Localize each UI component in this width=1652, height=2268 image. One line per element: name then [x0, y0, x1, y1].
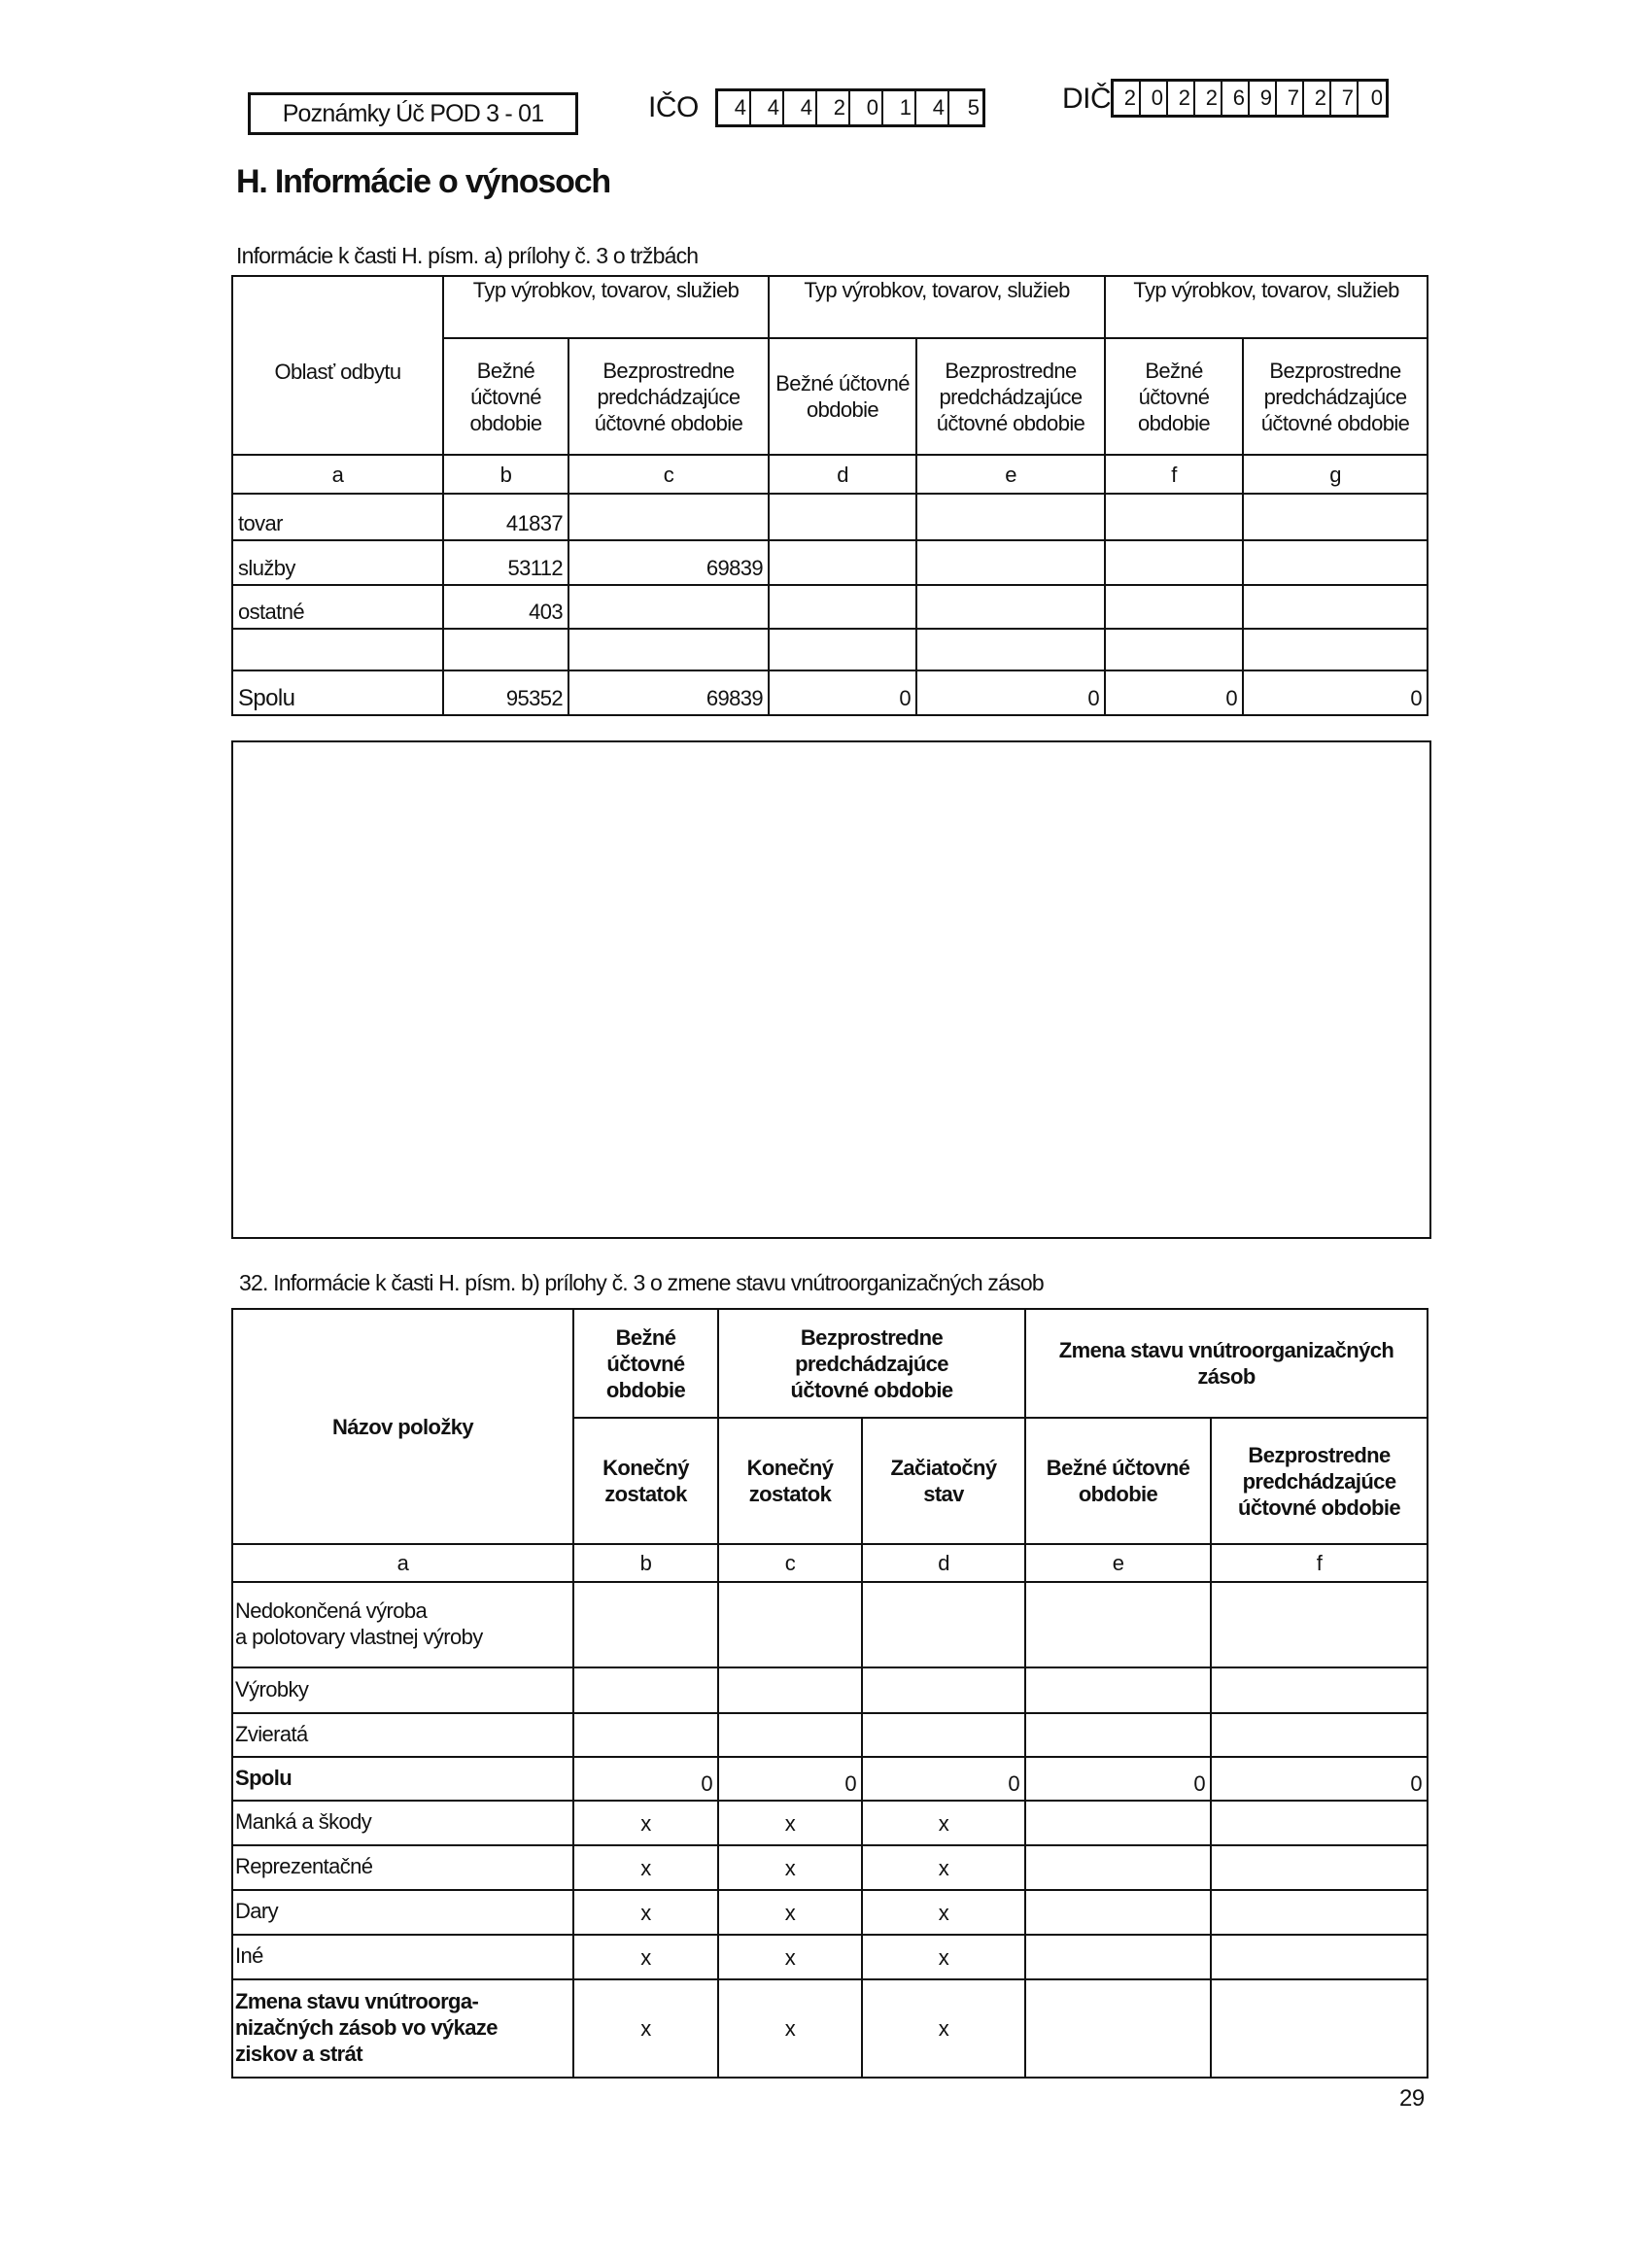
column-letter: f — [1211, 1544, 1428, 1582]
column-letter: c — [568, 455, 769, 494]
value-cell — [718, 1667, 862, 1713]
group-header: Bezprostredne predchádzajúce účtovné obdobie — [718, 1309, 1025, 1418]
value-cell — [769, 540, 916, 585]
row-label: Zvieratá — [232, 1713, 573, 1757]
value-cell: x — [718, 1845, 862, 1890]
value-cell — [862, 1582, 1025, 1667]
value-cell — [769, 494, 916, 540]
column-letter: d — [769, 455, 916, 494]
value-cell — [568, 494, 769, 540]
row-label — [232, 629, 443, 670]
ico-digit: 4 — [751, 91, 784, 124]
period-header: Bezprostredne predchádzajúce účtovné obdobie — [568, 338, 769, 455]
page-number: 29 — [1399, 2085, 1425, 2112]
dic-label: DIČ — [1062, 83, 1112, 115]
area-header: Oblasť odbytu — [232, 276, 443, 455]
table1-caption: Informácie k časti H. písm. a) prílohy č. 3 o tržbách — [236, 243, 699, 268]
value-cell — [1025, 1979, 1211, 2078]
value-cell — [916, 585, 1105, 629]
value-cell — [1243, 629, 1428, 670]
column-letter: d — [862, 1544, 1025, 1582]
period-header: Bezprostredne predchádzajúce účtovné obdobie — [916, 338, 1105, 455]
ico-label: IČO — [648, 91, 699, 123]
row-label: služby — [232, 540, 443, 585]
dic-digit: 2 — [1114, 82, 1141, 115]
dic-digit-boxes — [1111, 79, 1389, 118]
value-cell — [1025, 1935, 1211, 1979]
column-letter: b — [573, 1544, 718, 1582]
value-cell — [1243, 585, 1428, 629]
value-cell — [1025, 1801, 1211, 1845]
value-cell — [718, 1582, 862, 1667]
table-row — [232, 1667, 1428, 1713]
dic-digit: 7 — [1331, 82, 1359, 115]
column-letter: a — [232, 455, 443, 494]
value-cell — [718, 1713, 862, 1757]
dic-digit: 7 — [1277, 82, 1304, 115]
value-cell: x — [573, 1979, 718, 2078]
ico-digit: 4 — [784, 91, 817, 124]
form-code-label: Poznámky Úč POD 3 - 01 — [248, 92, 578, 135]
notes-blank-area — [231, 740, 1431, 1239]
value-cell: x — [573, 1845, 718, 1890]
value-cell: 403 — [443, 585, 568, 629]
value-cell — [1105, 494, 1243, 540]
value-cell — [573, 1713, 718, 1757]
row-label: Výrobky — [232, 1667, 573, 1713]
value-cell: x — [718, 1890, 862, 1935]
ico-digit: 4 — [718, 91, 751, 124]
value-cell — [1243, 540, 1428, 585]
value-cell — [1105, 585, 1243, 629]
ico-digit: 2 — [817, 91, 850, 124]
value-cell: 41837 — [443, 494, 568, 540]
period-header: Bežné účtovné obdobie — [443, 338, 568, 455]
value-cell: x — [862, 1845, 1025, 1890]
value-cell: 0 — [1243, 670, 1428, 715]
value-cell: 69839 — [568, 540, 769, 585]
value-cell — [769, 629, 916, 670]
table2-caption: 32. Informácie k časti H. písm. b) prílohy č. 3 o zmene stavu vnútroorganizačných zásob — [239, 1270, 1044, 1295]
dic-digit: 9 — [1250, 82, 1277, 115]
table-row — [232, 1757, 1428, 1801]
value-cell — [1211, 1713, 1428, 1757]
value-cell — [1243, 494, 1428, 540]
group-header: Bežné účtovné obdobie — [573, 1309, 718, 1418]
group-header: Zmena stavu vnútroorganizačných zásob — [1025, 1309, 1428, 1418]
dic-digit: 2 — [1168, 82, 1195, 115]
dic-digit: 6 — [1222, 82, 1250, 115]
value-cell — [1105, 629, 1243, 670]
value-cell: 69839 — [568, 670, 769, 715]
value-cell — [443, 629, 568, 670]
table-row — [232, 494, 1428, 540]
value-cell — [1211, 1890, 1428, 1935]
sub-header: Konečný zostatok — [718, 1418, 862, 1544]
value-cell — [1211, 1935, 1428, 1979]
value-cell — [862, 1713, 1025, 1757]
value-cell: 0 — [769, 670, 916, 715]
value-cell — [1025, 1713, 1211, 1757]
value-cell: x — [718, 1979, 862, 2078]
column-letter: c — [718, 1544, 862, 1582]
inventory-change-table — [231, 1308, 1428, 2079]
sub-header: Bezprostredne predchádzajúce účtovné obdobie — [1211, 1418, 1428, 1544]
value-cell: 53112 — [443, 540, 568, 585]
item-name-header: Názov položky — [232, 1309, 573, 1544]
value-cell — [573, 1667, 718, 1713]
value-cell: x — [862, 1935, 1025, 1979]
row-label: Dary — [232, 1890, 573, 1935]
value-cell — [1211, 1845, 1428, 1890]
value-cell: 0 — [573, 1757, 718, 1801]
value-cell: x — [573, 1801, 718, 1845]
row-label: Reprezentačné — [232, 1845, 573, 1890]
table-row — [232, 585, 1428, 629]
sub-header: Bežné účtovné obdobie — [1025, 1418, 1211, 1544]
value-cell — [916, 629, 1105, 670]
row-label: Manká a škody — [232, 1801, 573, 1845]
row-label: Zmena stavu vnútroorga- nizačných zásob vo výkaze ziskov a strát — [232, 1979, 573, 2078]
table-row — [232, 1713, 1428, 1757]
page-title: H. Informácie o výnosoch — [236, 163, 610, 200]
table-row — [232, 1979, 1428, 2078]
table-row — [232, 1801, 1428, 1845]
value-cell: x — [862, 1890, 1025, 1935]
table-row — [232, 670, 1428, 715]
row-label: ostatné — [232, 585, 443, 629]
sub-header: Konečný zostatok — [573, 1418, 718, 1544]
value-cell: x — [573, 1890, 718, 1935]
period-header: Bežné účtovné obdobie — [1105, 338, 1243, 455]
value-cell: 0 — [1211, 1757, 1428, 1801]
value-cell — [862, 1667, 1025, 1713]
value-cell: x — [718, 1935, 862, 1979]
ico-digit: 0 — [850, 91, 883, 124]
value-cell: x — [862, 1979, 1025, 2078]
sub-header: Začiatočný stav — [862, 1418, 1025, 1544]
value-cell — [916, 494, 1105, 540]
column-letter: f — [1105, 455, 1243, 494]
row-label: Spolu — [232, 1757, 573, 1801]
value-cell — [1211, 1979, 1428, 2078]
value-cell — [1105, 540, 1243, 585]
table-row — [232, 629, 1428, 670]
value-cell: x — [718, 1801, 862, 1845]
value-cell — [1211, 1667, 1428, 1713]
column-letter: a — [232, 1544, 573, 1582]
table-row — [232, 1935, 1428, 1979]
table-row — [232, 1845, 1428, 1890]
dic-digit: 0 — [1141, 82, 1168, 115]
ico-digit-boxes — [715, 88, 985, 127]
value-cell — [568, 629, 769, 670]
ico-digit: 4 — [916, 91, 949, 124]
value-cell: 0 — [718, 1757, 862, 1801]
dic-digit: 2 — [1195, 82, 1222, 115]
table-row — [232, 540, 1428, 585]
column-letter: e — [1025, 1544, 1211, 1582]
dic-digit: 2 — [1304, 82, 1331, 115]
revenue-table — [231, 275, 1428, 716]
value-cell — [769, 585, 916, 629]
value-cell: 95352 — [443, 670, 568, 715]
row-label: Spolu — [232, 670, 443, 715]
column-letter: e — [916, 455, 1105, 494]
value-cell — [568, 585, 769, 629]
row-label: Iné — [232, 1935, 573, 1979]
value-cell — [916, 540, 1105, 585]
table-row — [232, 1890, 1428, 1935]
type-header: Typ výrobkov, tovarov, služieb — [769, 276, 1105, 338]
value-cell — [1211, 1801, 1428, 1845]
value-cell — [573, 1582, 718, 1667]
type-header: Typ výrobkov, tovarov, služieb — [443, 276, 769, 338]
type-header: Typ výrobkov, tovarov, služieb — [1105, 276, 1428, 338]
column-letter: b — [443, 455, 568, 494]
row-label: tovar — [232, 494, 443, 540]
value-cell: x — [573, 1935, 718, 1979]
ico-digit: 1 — [883, 91, 916, 124]
value-cell — [1025, 1890, 1211, 1935]
value-cell: x — [862, 1801, 1025, 1845]
value-cell — [1211, 1582, 1428, 1667]
column-letter: g — [1243, 455, 1428, 494]
dic-digit: 0 — [1370, 86, 1383, 110]
value-cell: 0 — [1025, 1757, 1211, 1801]
value-cell — [1025, 1667, 1211, 1713]
value-cell — [1025, 1582, 1211, 1667]
value-cell — [1025, 1845, 1211, 1890]
row-label: Nedokončená výroba a polotovary vlastnej výroby — [232, 1582, 573, 1667]
value-cell: 0 — [916, 670, 1105, 715]
table-row — [232, 1582, 1428, 1667]
value-cell: 0 — [862, 1757, 1025, 1801]
period-header: Bežné účtovné obdobie — [769, 338, 916, 455]
value-cell: 0 — [1105, 670, 1243, 715]
period-header: Bezprostredne predchádzajúce účtovné obdobie — [1243, 338, 1428, 455]
ico-digit: 5 — [967, 95, 980, 120]
